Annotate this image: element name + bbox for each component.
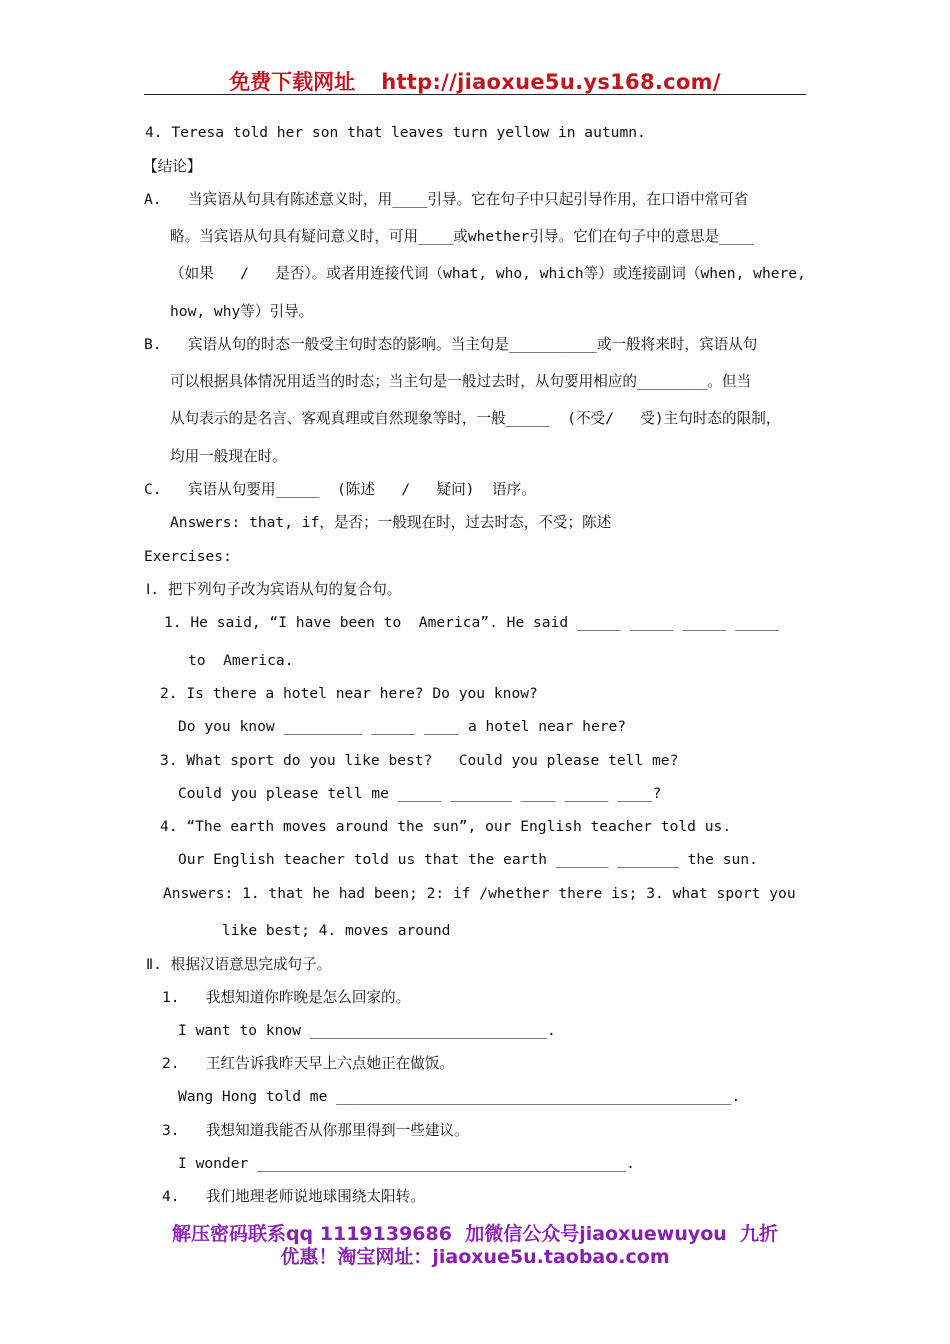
exercises-heading: Exercises: [144, 548, 232, 565]
footer-contact-line: 解压密码联系qq 1119139686 加微信公众号jiaoxuewuyou 九折 [171, 1223, 779, 1245]
page-header [0, 66, 950, 96]
exercise-2-4-prompt: 4. 我们地理老师说地球围绕太阳转。 [162, 1188, 425, 1205]
exercise-2-2-blank: Wang Hong told me _____________________________________________. [178, 1088, 741, 1105]
exercise-1-3-question: 3. What sport do you like best? Could you please tell me? [160, 752, 679, 769]
exercise-2-1-prompt: 1. 我想知道你昨晚是怎么回家的。 [162, 989, 411, 1006]
exercise-1-1-question: 1. He said, “I have been to America”. He said _____ _____ _____ _____ [164, 614, 780, 631]
exercise-1-2-question: 2. Is there a hotel near here? Do you know? [160, 685, 538, 702]
rule-a-line-1: A. 当宾语从句具有陈述意义时，用____引导。它在句子中只起引导作用，在口语中常可省 [144, 191, 749, 208]
rule-c-line: C. 宾语从句要用_____ (陈述 / 疑问) 语序。 [144, 481, 536, 498]
rule-b-line-3: 从句表示的是名言、客观真理或自然现象等时，一般_____ (不受/ 受)主句时态的限制， [170, 410, 781, 427]
exercise-1-1-continuation: to America. [188, 652, 294, 669]
example-sentence-4: 4. Teresa told her son that leaves turn yellow in autumn. [145, 124, 646, 141]
rule-a-line-2: 略。当宾语从句具有疑问意义时，可用____或whether引导。它们在句子中的意思是____ [170, 228, 755, 245]
section-1-title: Ⅰ. 把下列句子改为宾语从句的复合句。 [146, 581, 402, 598]
section-1-answers-line-2: like best; 4. moves around [222, 922, 451, 939]
section-2-title: Ⅱ. 根据汉语意思完成句子。 [146, 956, 332, 973]
section-1-answers-line-1: Answers: 1. that he had been; 2: if /whether there is; 3. what sport you [163, 885, 796, 902]
rule-b-line-4: 均用一般现在时。 [170, 448, 287, 465]
footer-shop-line: 优惠！淘宝网址：jiaoxue5u.taobao.com [280, 1246, 670, 1268]
conclusion-answers: Answers: that, if，是否；一般现在时，过去时态，不受；陈述 [170, 514, 612, 531]
header-url[interactable]: http://jiaoxue5u.ys168.com/ [381, 70, 721, 94]
rule-b-line-1: B. 宾语从句的时态一般受主句时态的影响。当主句是__________或一般将来时，宾语从句 [144, 336, 758, 353]
conclusion-heading: 【结论】 [143, 158, 202, 175]
exercise-1-3-blank: Could you please tell me _____ _______ ____ _____ ____? [178, 785, 662, 802]
header-divider [144, 94, 806, 95]
header-title: 免费下载网址 [229, 70, 356, 94]
exercise-1-4-question: 4. “The earth moves around the sun”, our English teacher told us. [160, 818, 732, 835]
exercise-1-4-blank: Our English teacher told us that the earth ______ _______ the sun. [178, 851, 758, 868]
rule-a-line-4: how, why等）引导。 [170, 303, 314, 320]
exercise-2-1-blank: I want to know ___________________________. [178, 1022, 556, 1039]
rule-a-line-3: （如果 / 是否）。或者用连接代词（what, who, which等）或连接副词（when, where, [170, 265, 806, 282]
rule-b-line-2: 可以根据具体情况用适当的时态；当主句是一般过去时，从句要用相应的________。但当 [170, 373, 752, 390]
exercise-2-2-prompt: 2. 王红告诉我昨天早上六点她正在做饭。 [162, 1055, 455, 1072]
exercise-2-3-prompt: 3. 我想知道我能否从你那里得到一些建议。 [162, 1122, 469, 1139]
exercise-2-3-blank: I wonder __________________________________________. [178, 1155, 635, 1172]
exercise-1-2-blank: Do you know _________ _____ ____ a hotel near here? [178, 718, 627, 735]
